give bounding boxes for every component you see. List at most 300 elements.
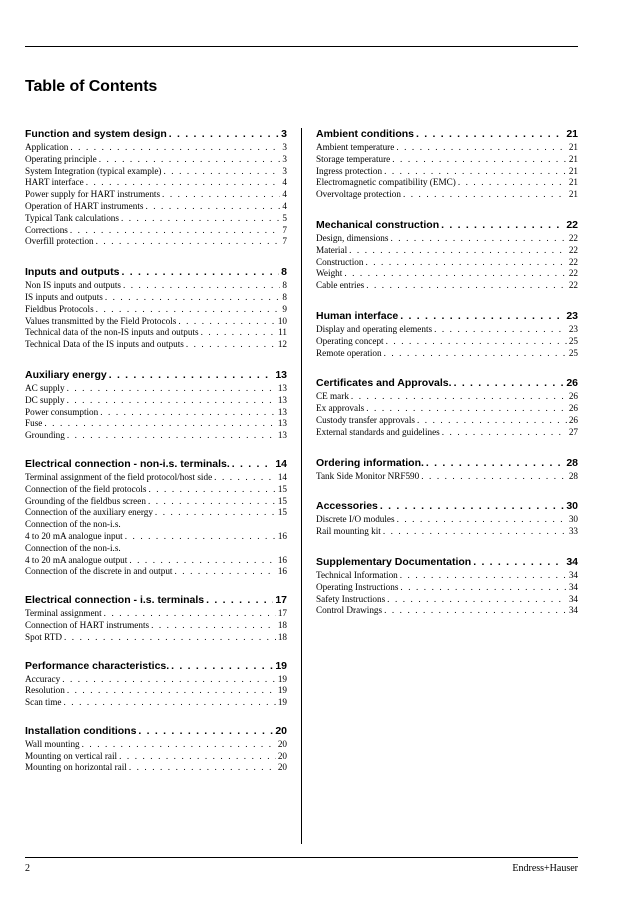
entry-page-number: 22 [568,280,578,291]
toc-entry[interactable] [25,608,287,620]
entry-page-number: 20 [277,762,287,773]
entry-page-number: 22 [568,232,578,243]
entry-label: Application [25,142,69,152]
entry-label: Ingress protection [316,165,383,176]
entry-page-number: 21 [568,189,578,200]
toc-section [316,128,578,201]
toc-entry[interactable] [316,415,578,427]
entry-label: Material [316,244,348,255]
toc-entry[interactable] [316,514,578,526]
entry-page-number: 15 [277,507,287,518]
entry-page-number: 17 [277,608,287,619]
entry-label: Connection of HART instruments [25,619,150,630]
entry-page-number: 7 [282,236,287,247]
toc-section [316,377,578,438]
entry-page-number: 3 [282,153,287,164]
toc-entry[interactable] [25,762,287,774]
entry-label: Overvoltage protection [316,189,401,200]
entry-page-number: 13 [277,418,287,429]
toc-entry[interactable] [25,697,287,709]
toc-section [25,128,287,248]
toc-section-heading[interactable] [25,458,287,471]
entry-page-number: 18 [277,619,287,630]
dot-leader [201,327,277,339]
dot-leader [349,245,567,257]
toc-entry[interactable] [25,327,287,339]
dot-leader [206,594,273,607]
toc-entry[interactable] [25,519,287,531]
section-title: Human interface [316,309,399,322]
dot-leader [421,471,567,483]
dot-leader [458,177,567,189]
dot-leader [44,418,275,430]
section-title: Supplementary Documentation [316,555,472,568]
section-title: Performance characteristics. [25,659,170,672]
dot-leader [392,154,567,166]
toc-entry[interactable] [25,236,287,248]
section-page-number: 34 [566,555,578,568]
entry-page-number: 30 [568,514,578,525]
dot-leader [129,762,276,774]
entry-page-number: 14 [277,471,287,482]
footer-page-number: 2 [25,863,30,874]
entry-label: Overfill protection [25,236,94,247]
section-title: Function and system design [25,128,167,140]
toc-section [316,457,578,483]
entry-label: Safety Instructions [316,593,386,604]
toc-section-heading[interactable] [316,219,578,232]
entry-page-number: 18 [277,631,287,642]
toc-entry[interactable] [25,507,287,519]
entry-page-number: 19 [277,673,287,684]
toc-section [316,310,578,359]
entry-page-number: 34 [568,569,578,580]
dot-leader [178,316,275,328]
section-title: Accessories [316,500,378,513]
toc-entry[interactable] [316,471,578,483]
dot-leader [67,395,276,407]
entry-label: IS inputs and outputs [25,291,103,302]
dot-leader [123,280,280,292]
dot-leader [214,472,276,484]
toc-entry[interactable] [25,292,287,304]
toc-entry[interactable] [25,555,287,567]
dot-leader [454,377,565,390]
toc-entry[interactable] [25,407,287,419]
entry-label: Remote operation [316,347,382,358]
toc-entry[interactable] [25,418,287,430]
entry-page-number: 11 [278,327,287,338]
toc-section-heading[interactable] [25,369,287,382]
toc-entry[interactable] [316,245,578,257]
dot-leader [417,415,567,427]
toc-section-heading[interactable] [25,266,287,279]
entry-label: Values transmitted by the Field Protocols [25,315,177,326]
toc-entry[interactable] [316,142,578,154]
toc-entry[interactable] [25,225,287,237]
entry-page-number: 8 [282,291,287,302]
toc-entry[interactable] [316,177,578,189]
toc-entry[interactable] [25,430,287,442]
dot-leader [70,142,280,154]
dot-leader [70,225,281,237]
entry-label: Accuracy [25,673,61,684]
dot-leader [390,233,566,245]
dot-leader [151,620,276,632]
entry-page-number: 34 [568,593,578,604]
entry-label: Operating Instructions [316,581,399,592]
entry-label: Resolution [25,685,65,696]
dot-leader [100,407,276,419]
dot-leader [383,526,567,538]
entry-page-number: 16 [277,530,287,541]
entry-label: Ex approvals [316,403,365,414]
entry-page-number: 19 [277,697,287,708]
entry-page-number: 25 [568,347,578,358]
section-page-number: 22 [566,218,578,231]
entry-page-number: 27 [568,426,578,437]
entry-page-number: 26 [568,391,578,402]
dot-leader [186,339,276,351]
dot-leader [400,582,566,594]
entry-page-number: 8 [282,280,287,291]
entry-label: Fuse [25,418,43,429]
entry-label: Rail mounting kit [316,526,381,537]
entry-label: Mounting on horizontal rail [25,762,127,773]
entry-page-number: 13 [277,382,287,393]
dot-leader [67,430,276,442]
entry-label: Construction [316,256,364,267]
footer-brand: Endress+Hauser [512,863,578,874]
dot-leader [400,570,567,582]
entry-label: Mounting on vertical rail [25,750,118,761]
toc-section [316,556,578,617]
entry-page-number: 26 [568,414,578,425]
dot-leader [380,500,564,513]
dot-leader [387,594,567,606]
dot-leader [122,266,280,279]
entry-page-number: 16 [277,566,287,577]
entry-label: 4 to 20 mA analogue input [25,530,123,541]
entry-label: Cable entries [316,280,365,291]
dot-leader [441,219,564,232]
section-page-number: 26 [566,377,578,390]
dot-leader [397,514,567,526]
entry-page-number: 4 [282,200,287,211]
dot-leader [99,154,281,166]
dot-leader [155,507,276,519]
entry-label: Connection of the non-i.s. [25,542,121,553]
toc-entry[interactable] [25,484,287,496]
dot-leader [434,324,567,336]
section-page-number: 14 [275,457,287,470]
entry-page-number: 28 [568,470,578,481]
entry-page-number: 34 [568,581,578,592]
toc-section-heading[interactable] [316,377,578,390]
dot-leader [416,128,564,141]
entry-page-number: 21 [568,165,578,176]
toc-entry[interactable] [25,531,287,543]
toc-entry[interactable] [25,496,287,508]
toc-entry[interactable] [25,620,287,632]
dot-leader [67,383,276,395]
toc-section [25,458,287,578]
entry-page-number: 9 [282,303,287,314]
toc-right-column [316,128,578,617]
section-title: Mechanical construction [316,218,440,231]
entry-page-number: 3 [282,142,287,152]
section-title: Installation conditions [25,724,137,737]
section-page-number: 8 [281,266,287,279]
toc-entry[interactable] [316,324,578,336]
section-title: Inputs and outputs [25,266,120,279]
toc-entry[interactable] [316,166,578,178]
entry-page-number: 33 [568,526,578,537]
section-title: Certificates and Approvals. [316,377,452,390]
entry-label: Terminal assignment of the field protocol/host side [25,471,213,482]
dot-leader [384,166,567,178]
toc-entry[interactable] [25,543,287,555]
entry-page-number: 5 [282,212,287,223]
entry-label: Power consumption [25,406,99,417]
entry-label: Connection of the discrete in and output [25,566,173,577]
entry-label: Electromagnetic compatibility (EMC) [316,177,456,188]
dot-leader [64,632,276,644]
footer-rule [25,857,578,858]
toc-section-heading[interactable] [25,594,287,607]
column-divider [301,128,302,844]
section-title: Auxiliary energy [25,368,107,381]
toc-section-heading[interactable] [316,310,578,323]
entry-label: DC supply [25,394,65,405]
toc-section [316,219,578,292]
toc-entry[interactable] [316,268,578,280]
dot-leader [344,268,567,280]
entry-label: Connection of the non-i.s. [25,519,121,530]
dot-leader [104,608,276,620]
toc-entry[interactable] [316,427,578,439]
toc-entry[interactable] [25,566,287,578]
toc-entry[interactable] [25,316,287,328]
section-page-number: 30 [566,500,578,513]
toc-section-heading[interactable] [25,128,287,141]
dot-leader [105,292,281,304]
entry-page-number: 7 [282,224,287,235]
entry-label: HART interface [25,177,84,188]
entry-label: 4 to 20 mA analogue output [25,554,128,565]
toc-entry[interactable] [316,403,578,415]
entry-page-number: 21 [568,142,578,152]
entry-page-number: 22 [568,244,578,255]
dot-leader [148,484,275,496]
entry-label: Terminal assignment [25,608,102,619]
toc-section [25,594,287,643]
entry-page-number: 20 [277,738,287,749]
toc-entry[interactable] [25,280,287,292]
toc-entry[interactable] [316,582,578,594]
entry-page-number: 4 [282,189,287,200]
dot-leader [232,458,274,471]
entry-label: Weight [316,268,343,279]
entry-label: Non IS inputs and outputs [25,280,121,291]
entry-page-number: 13 [277,406,287,417]
toc-entry[interactable] [316,391,578,403]
dot-leader [129,555,275,567]
toc-section-heading[interactable] [25,725,287,738]
toc-section [25,266,287,351]
entry-label: AC supply [25,382,65,393]
section-page-number: 23 [566,309,578,322]
section-page-number: 3 [281,128,287,140]
dot-leader [365,257,566,269]
entry-label: Technical data of the non-IS inputs and outputs [25,327,199,338]
entry-page-number: 34 [568,605,578,616]
toc-entry[interactable] [316,526,578,538]
entry-label: Design, dimensions [316,232,389,243]
section-title: Electrical connection - non-i.s. terminals. [25,457,230,470]
entry-page-number: 20 [277,750,287,761]
entry-label: Connection of the field protocols [25,483,147,494]
entry-label: Ambient temperature [316,142,395,152]
entry-page-number: 21 [568,153,578,164]
dot-leader [148,496,276,508]
entry-page-number: 10 [277,315,287,326]
entry-label: System Integration (typical example) [25,165,162,176]
dot-leader [426,457,564,470]
entry-page-number: 23 [568,323,578,334]
toc-entry[interactable] [316,189,578,201]
entry-label: Technical Data of the IS inputs and outputs [25,339,184,350]
dot-leader [351,391,567,403]
dot-leader [62,674,276,686]
dot-leader [109,369,274,382]
toc-entry[interactable] [25,632,287,644]
entry-page-number: 15 [277,495,287,506]
dot-leader [82,739,276,751]
entry-label: Operating concept [316,335,384,346]
toc-entry[interactable] [25,674,287,686]
section-title: Ordering information. [316,456,424,469]
entry-label: Connection of the auxiliary energy [25,507,153,518]
entry-page-number: 22 [568,256,578,267]
toc-entry[interactable] [316,348,578,360]
entry-page-number: 21 [568,177,578,188]
toc-entry[interactable] [25,685,287,697]
entry-page-number: 26 [568,403,578,414]
toc-section-heading[interactable] [316,457,578,470]
toc-left-column [25,128,287,774]
section-page-number: 13 [275,368,287,381]
dot-leader [366,403,567,415]
entry-label: Grounding of the fieldbus screen [25,495,146,506]
toc-entry[interactable] [25,201,287,213]
dot-leader [169,128,279,141]
toc-entry[interactable] [25,213,287,225]
dot-leader [96,236,281,248]
page-title: Table of Contents [25,78,158,95]
toc-entry[interactable] [316,233,578,245]
entry-label: Control Drawings [316,605,383,616]
entry-page-number: 19 [277,685,287,696]
entry-label: CE mark [316,391,349,402]
toc-section-heading[interactable] [316,128,578,141]
entry-label: Operation of HART instruments [25,200,144,211]
dot-leader [171,660,273,673]
toc-entry[interactable] [25,751,287,763]
dot-leader [138,725,273,738]
entry-label: Fieldbus Protocols [25,303,94,314]
toc-section [25,369,287,442]
toc-entry[interactable] [25,154,287,166]
toc-entry[interactable] [25,142,287,154]
dot-leader [384,348,567,360]
toc-section-heading[interactable] [25,660,287,673]
toc-entry[interactable] [316,594,578,606]
entry-label: Operating principle [25,153,97,164]
toc-entry[interactable] [25,739,287,751]
entry-page-number: 22 [568,268,578,279]
dot-leader [67,685,276,697]
dot-leader [366,280,567,292]
dot-leader [384,605,567,617]
entry-label: Typical Tank calculations [25,212,119,223]
section-page-number: 17 [275,594,287,607]
dot-leader [162,189,280,201]
toc-entry[interactable] [25,472,287,484]
toc-entry[interactable] [25,166,287,178]
section-page-number: 21 [566,128,578,140]
toc-entry[interactable] [316,257,578,269]
dot-leader [86,177,281,189]
dot-leader [64,697,276,709]
toc-entry[interactable] [316,605,578,617]
entry-page-number: 4 [282,177,287,188]
toc-entry[interactable] [25,177,287,189]
toc-entry[interactable] [25,189,287,201]
toc-section-heading[interactable] [316,500,578,513]
toc-entry[interactable] [25,304,287,316]
toc-entry[interactable] [25,339,287,351]
toc-section-heading[interactable] [316,556,578,569]
toc-entry[interactable] [316,336,578,348]
dot-leader [386,336,567,348]
dot-leader [396,142,566,154]
entry-label: Custody transfer approvals [316,414,415,425]
header-rule [25,46,578,47]
toc-entry[interactable] [25,395,287,407]
entry-page-number: 13 [277,394,287,405]
entry-label: Wall mounting [25,738,80,749]
toc-section [25,660,287,709]
entry-label: Scan time [25,697,62,708]
toc-entry[interactable] [316,154,578,166]
toc-entry[interactable] [25,383,287,395]
entry-page-number: 13 [277,430,287,441]
dot-leader [125,531,276,543]
entry-page-number: 12 [277,339,287,350]
entry-label: Grounding [25,430,65,441]
entry-label: Discrete I/O modules [316,514,395,525]
toc-entry[interactable] [316,570,578,582]
entry-page-number: 25 [568,335,578,346]
entry-label: External standards and guidelines [316,426,440,437]
toc-entry[interactable] [316,280,578,292]
entry-label: Tank Side Monitor NRF590 [316,470,420,481]
dot-leader [96,304,281,316]
toc-section [25,725,287,774]
dot-leader [400,310,564,323]
entry-label: Display and operating elements [316,323,433,334]
